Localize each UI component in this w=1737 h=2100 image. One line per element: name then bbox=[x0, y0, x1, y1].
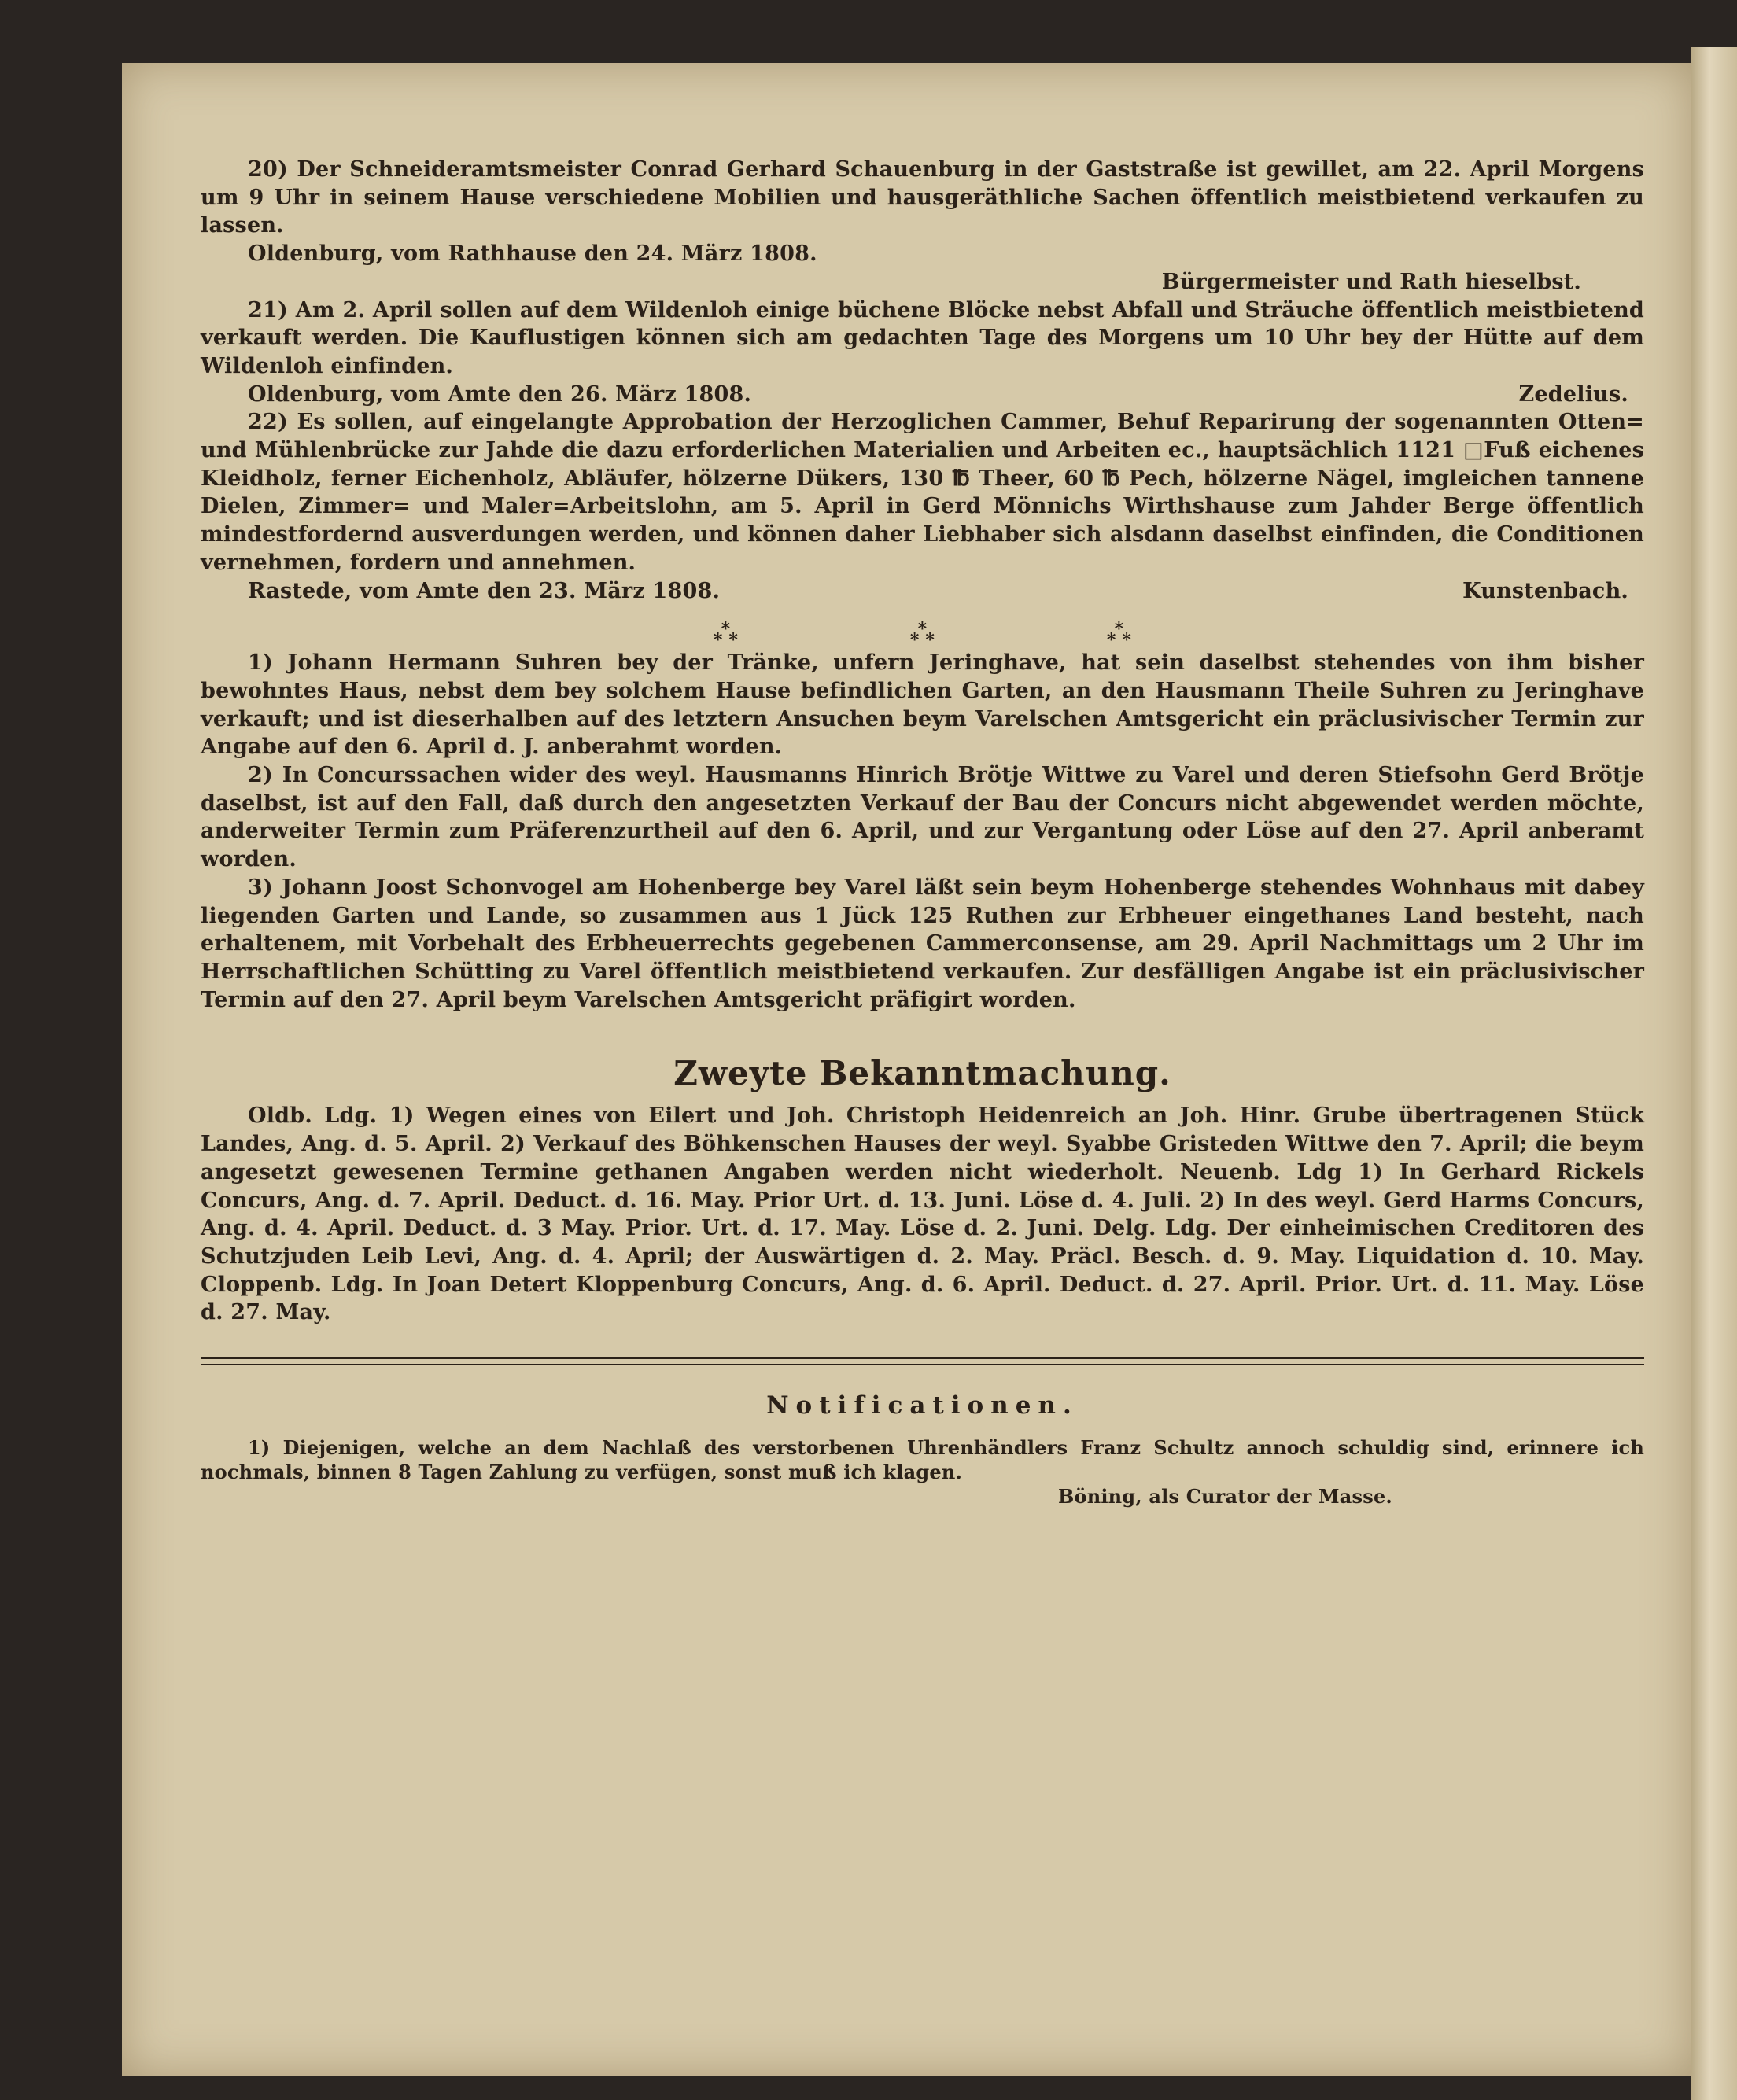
asterism-right: * * * bbox=[1106, 619, 1132, 651]
notice-signature-line bbox=[201, 577, 1644, 606]
section-separator bbox=[201, 608, 1644, 651]
court-notice-3: 3) Johann Joost Schonvogel am Hohenberge bey Varel läßt sein beym Hohenberge stehendes Wohnhaus mit dabey liegenden Garten und Lande, so zusammen aus 1 Jück 125 Ruthen zur Erbheuer eingethanes Land besteht, nach erhaltenem, mit Vorbehalt des Erbheuerrechts gegebenen Cammerconsense, am 29. April Nachmittags um 2 Uhr im Herrschaftlichen Schütting zu Varel öffentlich meistbietend verkaufen. Zur desfälligen Angabe ist ein präclusivischer Termin auf den 27. April beym Varelschen Amtsgericht präfigirt worden. bbox=[201, 875, 1644, 1012]
court-notice-1: 1) Johann Hermann Suhren bey der Tränke, unfern Jeringhave, hat sein daselbst stehendes von ihm bisher bewohntes Haus, nebst dem bey solchem Hause befindlichen Garten, an den Hausmann Theile Suhren zu Jeringhave verkauft; und ist dieserhalben auf des letztern Ansuchen beym Varelschen Amtsgericht ein präclusivischer Termin zur Angabe auf den 6. April d. J. anberahmt worden. bbox=[201, 650, 1644, 760]
notice-place-date: Oldenburg, vom Rathhause den 24. März 1808. bbox=[248, 241, 817, 267]
second-announcement-heading: Zweyte Bekanntmachung. bbox=[673, 1054, 1171, 1093]
notice-20 bbox=[201, 156, 1644, 297]
notification bbox=[201, 1435, 1644, 1509]
document-body bbox=[201, 156, 1644, 1509]
notice-signature-line bbox=[201, 240, 1644, 268]
divider-rule bbox=[201, 1357, 1644, 1365]
notification-text: 1) Diejenigen, welche an dem Nachlaß des verstorbenen Uhrenhändlers Franz Schultz annoch schuldig sind, erinnere ich nochmals, binnen 8 Tagen Zahlung zu verfügen, sonst muß ich klagen. bbox=[201, 1436, 1644, 1484]
notice-21 bbox=[201, 297, 1644, 409]
notification-signer: Böning, als Curator der Masse. bbox=[1058, 1485, 1392, 1509]
notice-place-date: Rastede, vom Amte den 23. März 1808. bbox=[248, 578, 721, 603]
page-edge bbox=[1691, 47, 1737, 2100]
second-announcement-text: Oldb. Ldg. 1) Wegen eines von Eilert und Joh. Christoph Heidenreich an Joh. Hinr. Grube übertragenen Stück Landes, Ang. d. 5. April. 2) Verkauf des Böhkenschen Hauses der weyl. Syabbe Gristeden Wittwe den 7. April; die beym angesetzt gewesenen Termine gethanen Angaben werden nicht wiederholt. Neuenb. Ldg 1) In Gerhard Rickels Concurs, Ang. d. 7. April. Deduct. d. 16. May. Prior Urt. d. 13. Juni. Löse d. 4. Juli. 2) In des weyl. Gerd Harms Concurs, Ang. d. 4. April. Deduct. d. 3 May. Prior. Urt. d. 17. May. Löse d. 2. Juni. Delg. Ldg. Der einheimischen Creditoren des Schutzjuden Leib Levi, Ang. d. 4. April; der Auswärtigen d. 2. May. Präcl. Besch. d. 9. May. Liquidation d. 10. May. Cloppenb. Ldg. In Joan Detert Kloppenburg Concurs, Ang. d. 6. April. Deduct. d. 27. April. Prior. Urt. d. 11. May. Löse d. 27. May. bbox=[201, 1103, 1644, 1325]
notifications-heading: Notificationen. bbox=[766, 1391, 1079, 1420]
court-notice-2: 2) In Concurssachen wider des weyl. Hausmanns Hinrich Brötje Wittwe zu Varel und deren Stiefsohn Gerd Brötje daselbst, ist auf den Fall, daß durch den angesetzten Verkauf der Bau der Concurs nicht abgewendet werden möchte, anderweiter Termin zum Präferenzurtheil auf den 6. April, und zur Vergantung oder Löse auf den 27. April anberamt worden. bbox=[201, 763, 1644, 872]
notice-signature-line bbox=[201, 381, 1644, 409]
notice-text: 22) Es sollen, auf eingelangte Approbation der Herzoglichen Cammer, Behuf Reparirung der sogenannten Otten= und Mühlenbrücke zur Jahde die dazu erforderlichen Materialien und Arbeiten ec., hauptsächlich 1121 □Fuß eichenes Kleidholz, ferner Eichenholz, Abläufer, hölzerne Dükers, 130 ℔ Theer, 60 ℔ Pech, hölzerne Nägel, imgleichen tannene Dielen, Zimmer= und Maler=Arbeitslohn, am 5. April in Gerd Mönnichs Wirthshause zum Jahder Berge öffentlich mindestfordernd ausverdungen werden, und können daher Liebhaber sich alsdann daselbst einfinden, die Conditionen vernehmen, fordern und annehmen. bbox=[201, 410, 1644, 575]
notice-signer: Bürgermeister und Rath hieselbst. bbox=[1161, 269, 1581, 294]
notice-signer: Kunstenbach. bbox=[1462, 578, 1628, 603]
notice-place-date: Oldenburg, vom Amte den 26. März 1808. bbox=[248, 381, 752, 407]
notice-22 bbox=[201, 408, 1644, 605]
asterism-center: * * * bbox=[909, 619, 935, 651]
notice-signer: Zedelius. bbox=[1518, 381, 1628, 407]
asterism-left: * * * bbox=[713, 619, 739, 651]
court-notices bbox=[201, 649, 1644, 1014]
notice-text: 20) Der Schneideramtsmeister Conrad Gerhard Schauenburg in der Gaststraße ist gewillet, am 22. April Morgens um 9 Uhr in seinem Hause verschiedene Mobilien und hausgeräthliche Sachen öffentlich meistbietend verkaufen zu lassen. bbox=[201, 157, 1644, 238]
notice-text: 21) Am 2. April sollen auf dem Wildenloh einige büchene Blöcke nebst Abfall und Sträuche öffentlich meistbietend verkauft werden. Die Kauflustigen können sich am gedachten Tage des Morgens um 10 Uhr bey der Hütte auf dem Wildenloh einfinden. bbox=[201, 297, 1644, 378]
